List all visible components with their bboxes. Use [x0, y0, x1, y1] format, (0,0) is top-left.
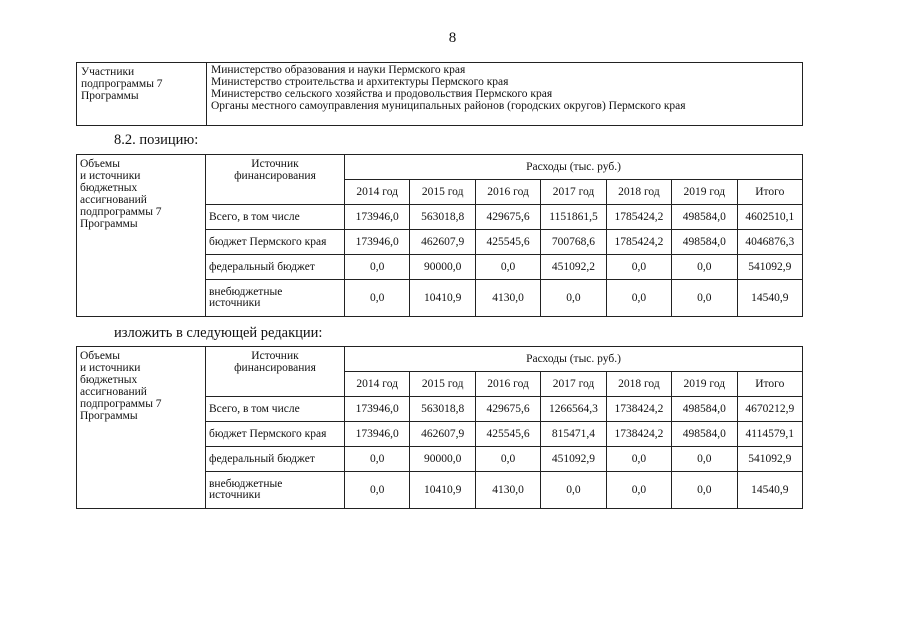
year-header: 2014 год	[345, 180, 410, 205]
year-header: 2019 год	[672, 180, 737, 205]
row-label: Всего, в том числе	[206, 205, 345, 230]
cell-value: 462607,9	[410, 230, 475, 255]
cell-value: 0,0	[475, 447, 540, 472]
cell-value: 0,0	[606, 280, 671, 317]
year-header: 2018 год	[606, 372, 671, 397]
cell-value: 0,0	[672, 280, 737, 317]
year-header: 2016 год	[475, 372, 540, 397]
participant-item: Министерство строительства и архитектуры Пермского края	[211, 76, 509, 88]
cell-value: 1785424,2	[606, 230, 671, 255]
participants-list	[207, 63, 803, 126]
cell-value: 425545,6	[475, 422, 540, 447]
cell-value: 173946,0	[345, 422, 410, 447]
participants-table	[76, 62, 803, 126]
year-header: 2014 год	[345, 372, 410, 397]
cell-value: 815471,4	[541, 422, 606, 447]
replace-paragraph: изложить в следующей редакции:	[114, 325, 323, 341]
cell-value: 173946,0	[345, 205, 410, 230]
year-header: 2019 год	[672, 372, 737, 397]
year-header: 2018 год	[606, 180, 671, 205]
cell-value: 700768,6	[541, 230, 606, 255]
cell-total: 541092,9	[737, 255, 802, 280]
expenses-header: Расходы (тыс. руб.)	[345, 347, 803, 372]
participant-item: Министерство образования и науки Пермского края	[211, 64, 466, 76]
year-header: 2015 год	[410, 180, 475, 205]
expenses-header: Расходы (тыс. руб.)	[345, 155, 803, 180]
participants-label-line: подпрограммы 7	[81, 78, 163, 90]
row-label: федеральный бюджет	[206, 255, 345, 280]
row-label: бюджет Пермского края	[206, 422, 345, 447]
cell-value: 1266564,3	[541, 397, 606, 422]
cell-value: 451092,2	[541, 255, 606, 280]
year-header: 2016 год	[475, 180, 540, 205]
cell-value: 0,0	[672, 472, 737, 509]
year-header: 2017 год	[541, 372, 606, 397]
cell-value: 173946,0	[345, 397, 410, 422]
year-header: 2017 год	[541, 180, 606, 205]
row-label: внебюджетные источники	[206, 472, 345, 509]
cell-value: 563018,8	[410, 397, 475, 422]
cell-total: 14540,9	[737, 280, 802, 317]
cell-value: 1151861,5	[541, 205, 606, 230]
cell-value: 173946,0	[345, 230, 410, 255]
cell-value: 1785424,2	[606, 205, 671, 230]
cell-value: 498584,0	[672, 205, 737, 230]
cell-value: 10410,9	[410, 280, 475, 317]
cell-value: 0,0	[672, 255, 737, 280]
cell-value: 0,0	[541, 280, 606, 317]
cell-value: 4130,0	[475, 280, 540, 317]
cell-value: 498584,0	[672, 230, 737, 255]
participant-item: Министерство сельского хозяйства и продовольствия Пермского края	[211, 88, 553, 100]
cell-value: 429675,6	[475, 397, 540, 422]
cell-value: 498584,0	[672, 397, 737, 422]
cell-value: 498584,0	[672, 422, 737, 447]
cell-value: 0,0	[606, 472, 671, 509]
cell-total: 4670212,9	[737, 397, 802, 422]
source-header: Источник финансирования	[206, 155, 345, 205]
cell-value: 0,0	[345, 255, 410, 280]
cell-value: 429675,6	[475, 205, 540, 230]
cell-value: 90000,0	[410, 447, 475, 472]
cell-value: 462607,9	[410, 422, 475, 447]
cell-total: 14540,9	[737, 472, 802, 509]
cell-value: 0,0	[606, 255, 671, 280]
cell-value: 0,0	[345, 472, 410, 509]
financing-table-new	[76, 346, 803, 509]
cell-value: 0,0	[541, 472, 606, 509]
total-header: Итого	[737, 180, 802, 205]
row-label: бюджет Пермского края	[206, 230, 345, 255]
financing-table-current	[76, 154, 803, 317]
cell-value: 1738424,2	[606, 397, 671, 422]
participants-label-line: Программы	[81, 90, 139, 102]
row-label: Всего, в том числе	[206, 397, 345, 422]
cell-value: 0,0	[475, 255, 540, 280]
cell-value: 425545,6	[475, 230, 540, 255]
side-label: Объемы и источники бюджетных ассигнований подпрограммы 7 Программы	[77, 347, 206, 509]
cell-value: 10410,9	[410, 472, 475, 509]
participant-item: Органы местного самоуправления муниципальных районов (городских округов) Пермского края	[211, 100, 686, 112]
intro-paragraph: 8.2. позицию:	[114, 132, 199, 148]
year-header: 2015 год	[410, 372, 475, 397]
cell-value: 90000,0	[410, 255, 475, 280]
row-label: внебюджетные источники	[206, 280, 345, 317]
cell-value: 1738424,2	[606, 422, 671, 447]
source-header: Источник финансирования	[206, 347, 345, 397]
participants-label	[77, 63, 207, 126]
page-number: 8	[448, 30, 457, 46]
side-label: Объемы и источники бюджетных ассигнований подпрограммы 7 Программы	[77, 155, 206, 317]
participants-label-line: Участники	[81, 66, 135, 78]
cell-value: 0,0	[345, 280, 410, 317]
cell-total: 4602510,1	[737, 205, 802, 230]
cell-value: 0,0	[672, 447, 737, 472]
cell-value: 0,0	[606, 447, 671, 472]
cell-total: 541092,9	[737, 447, 802, 472]
row-label: федеральный бюджет	[206, 447, 345, 472]
participants-row	[77, 63, 803, 126]
cell-value: 563018,8	[410, 205, 475, 230]
cell-value: 451092,9	[541, 447, 606, 472]
total-header: Итого	[737, 372, 802, 397]
cell-total: 4046876,3	[737, 230, 802, 255]
cell-total: 4114579,1	[737, 422, 802, 447]
cell-value: 0,0	[345, 447, 410, 472]
cell-value: 4130,0	[475, 472, 540, 509]
